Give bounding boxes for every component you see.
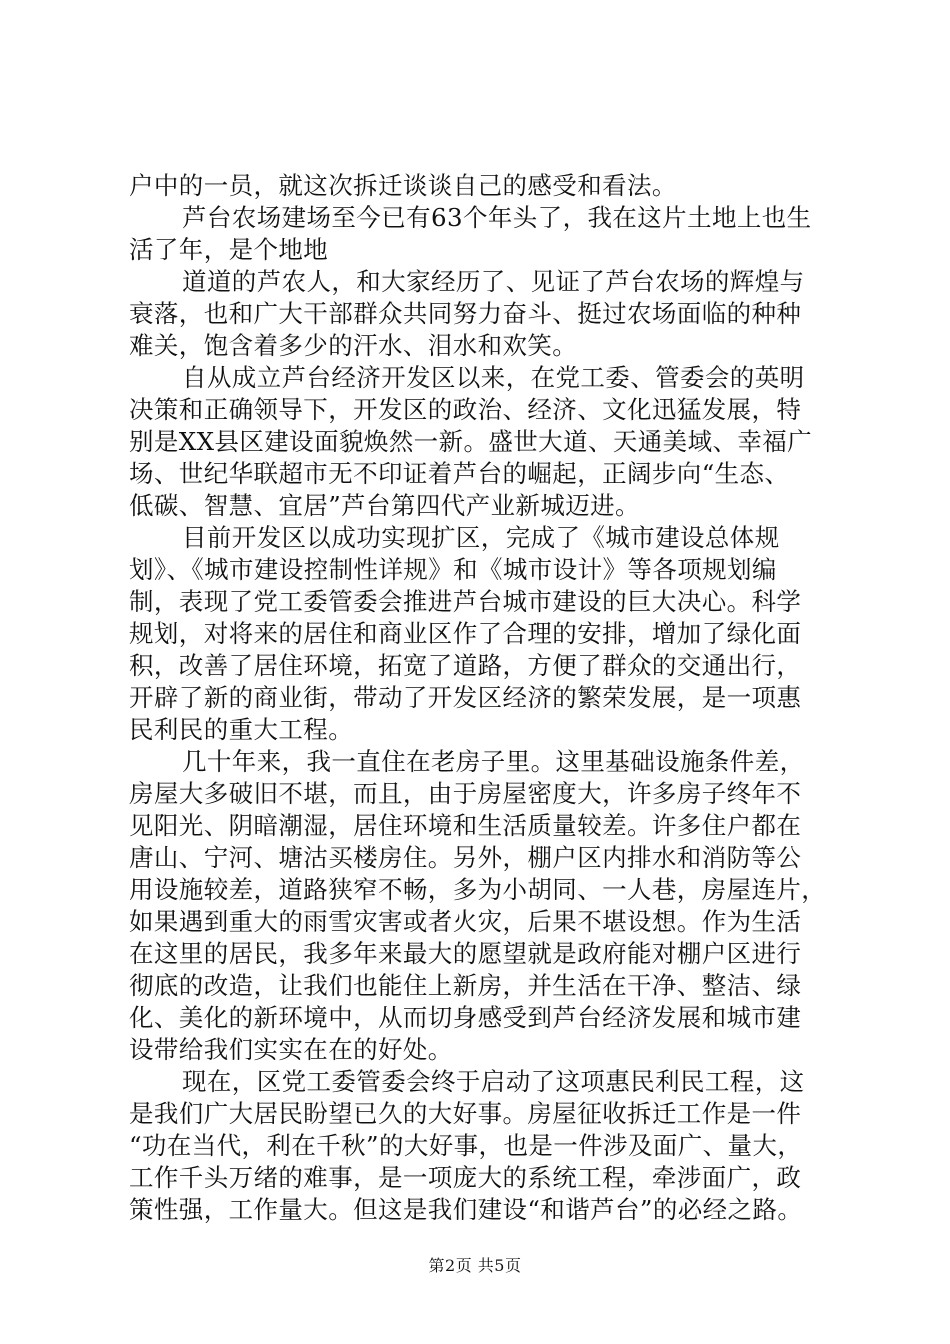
text-line: 民利民的重大工程。: [129, 715, 354, 744]
text-line: 目前开发区以成功实现扩区，完成了《城市建设总体规: [182, 523, 780, 552]
text-line: 决策和正确领导下，开发区的政治、经济、文化迅猛发展，特: [129, 395, 802, 424]
text-line: “功在当代，利在千秋”的大好事，也是一件涉及面广、量大，: [129, 1131, 803, 1160]
document-body: [129, 170, 839, 1226]
text-line: 道道的芦农人，和大家经历了、见证了芦台农场的辉煌与: [182, 267, 805, 296]
text-line: 别是XX县区建设面貌焕然一新。盛世大道、天通美域、幸福广: [129, 427, 813, 456]
text-line: 芦台农场建场至今已有63个年头了，我在这片土地上也生: [182, 203, 812, 232]
text-line: 规划，对将来的居住和商业区作了合理的安排，增加了绿化面: [129, 619, 802, 648]
text-line: 彻底的改造，让我们也能住上新房，并生活在干净、整洁、绿: [129, 971, 802, 1000]
text-line: 化、美化的新环境中，从而切身感受到芦台经济发展和城市建: [129, 1003, 802, 1032]
text-line: 活了年，是个地地: [129, 235, 329, 264]
text-line: 难关，饱含着多少的汗水、泪水和欢笑。: [129, 331, 578, 360]
text-line: 策性强，工作量大。但这是我们建设“和谐芦台”的必经之路。: [129, 1195, 803, 1224]
text-line: 几十年来，我一直住在老房子里。这里基础设施条件差，: [182, 747, 805, 776]
text-line: 唐山、宁河、塘沽买楼房住。另外，棚户区内排水和消防等公: [129, 843, 802, 872]
text-line: 划》、《城市建设控制性详规》和《城市设计》等各项规划编: [129, 555, 777, 584]
page-number-footer: 第2页 共5页: [428, 1256, 522, 1275]
text-line: 设带给我们实实在在的好处。: [129, 1035, 453, 1064]
text-line: 见阳光、阴暗潮湿，居住环境和生活质量较差。许多住户都在: [129, 811, 802, 840]
text-line: 低碳、智慧、宜居”芦台第四代产业新城迈进。: [129, 491, 640, 520]
text-line: 自从成立芦台经济开发区以来，在党工委、管委会的英明: [182, 363, 805, 392]
text-line: 如果遇到重大的雨雪灾害或者火灾，后果不堪设想。作为生活: [129, 907, 802, 936]
text-line: 场、世纪华联超市无不印证着芦台的崛起，正阔步向“生态、: [129, 459, 790, 488]
text-line: 户中的一员，就这次拆迁谈谈自己的感受和看法。: [129, 171, 677, 200]
text-line: 制，表现了党工委管委会推进芦台城市建设的巨大决心。科学: [129, 587, 802, 616]
text-line: 工作千头万绪的难事，是一项庞大的系统工程，牵涉面广，政: [129, 1163, 802, 1192]
text-line: 用设施较差，道路狭窄不畅，多为小胡同、一人巷，房屋连片，: [129, 875, 827, 904]
text-line: 衰落，也和广大干部群众共同努力奋斗、挺过农场面临的种种: [129, 299, 802, 328]
text-line: 现在，区党工委管委会终于启动了这项惠民利民工程，这: [182, 1067, 805, 1096]
text-line: 房屋大多破旧不堪，而且，由于房屋密度大，许多房子终年不: [129, 779, 802, 808]
text-line: 开辟了新的商业街，带动了开发区经济的繁荣发展，是一项惠: [129, 683, 802, 712]
text-line: 积，改善了居住环境，拓宽了道路，方便了群众的交通出行，: [129, 651, 802, 680]
text-line: 在这里的居民，我多年来最大的愿望就是政府能对棚户区进行: [129, 939, 802, 968]
text-line: 是我们广大居民盼望已久的大好事。房屋征收拆迁工作是一件: [129, 1099, 802, 1128]
